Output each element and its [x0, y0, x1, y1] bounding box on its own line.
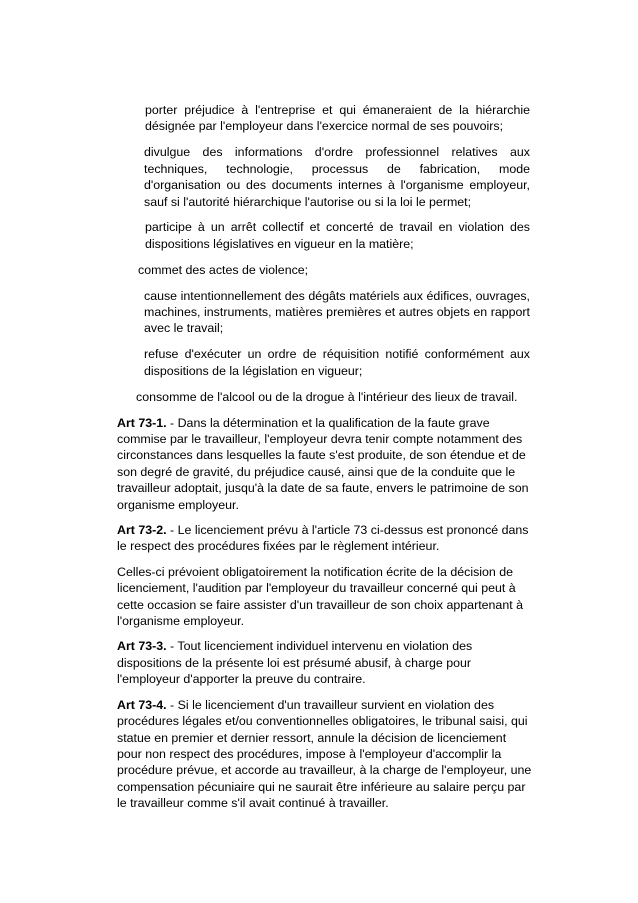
list-item-text: refuse d'exécuter un ordre de réquisition notifié conformément aux dispositions de la législation en vigueur; [144, 347, 530, 378]
article-label: Art 73-2. [117, 523, 167, 538]
article-73-4 [117, 697, 536, 812]
article-text: - Si le licenciement d'un travailleur survient en violation des procédures légales et/ou conventionnelles obligatoires, le tribunal saisi, qui statue en premier et dernier ressort, annule la décision de licenciement pour non respect des procédures, impose à l'employeur d'accomplir la procédure prévue, et accorde au travailleur, à la charge de l'employeur, une compensation pécuniaire qui ne saurait être inférieure au salaire perçu par le travailleur comme s'il avait continué à travailler. [117, 697, 532, 811]
list-item [117, 389, 536, 405]
article-73-1 [117, 415, 536, 513]
article-text: - Tout licenciement individuel intervenu en violation des dispositions de la présente loi est présumé abusif, à charge pour l'employeur d'apporter la preuve du contraire. [117, 639, 473, 687]
list-item-text: commet des actes de violence; [138, 262, 309, 277]
list-item [117, 288, 536, 337]
list-item [117, 102, 536, 135]
list-item-text: participe à un arrêt collectif et concerté de travail en violation des dispositions législatives en vigueur en la matière; [145, 220, 530, 251]
article-text: - Dans la détermination et la qualification de la faute grave commise par le travailleur, l'employeur devra tenir compte notamment des circonstances dans lesquelles la faute s'est produite, de son étendue et de son degré de gravité, du préjudice causé, ainsi que de la conduite que le travailleur adoptait, jusqu'à la date de sa faute, envers le patrimoine de son organisme employeur. [117, 415, 529, 512]
list-item-text: consomme de l'alcool ou de la drogue à l'intérieur des lieux de travail. [136, 389, 518, 404]
article-label: Art 73-3. [117, 639, 167, 654]
list-item [117, 144, 536, 210]
list-item-text: porter préjudice à l'entreprise et qui émaneraient de la hiérarchie désignée par l'employeur dans l'exercice normal de ses pouvoirs; [145, 103, 530, 134]
article-73-2-paragraph: Celles-ci prévoient obligatoirement la notification écrite de la décision de licenciement, l'audition par l'employeur du travailleur concerné qui peut à cette occasion se faire assister d'un travailleur de son choix appartenant à l'organisme employeur. [117, 564, 523, 629]
article-73-2 [117, 522, 536, 555]
list-item [117, 262, 536, 278]
article-73-3 [117, 638, 536, 687]
article-label: Art 73-4. [117, 697, 167, 712]
list-item-text: cause intentionnellement des dégâts matériels aux édifices, ouvrages, machines, instruments, matières premières et autres objets en rapport avec le travail; [144, 288, 530, 336]
list-item-text: divulgue des informations d'ordre professionnel relatives aux techniques, technologie, processus de fabrication, mode d'organisation ou des documents internes à l'organisme employeur, sauf si l'autorité hiérarchique l'autorise ou si la loi le permet; [144, 145, 530, 209]
article-text: - Le licenciement prévu à l'article 73 ci-dessus est prononcé dans le respect des procédures fixées par le règlement intérieur. [117, 523, 529, 554]
list-item [117, 219, 536, 252]
list-item [117, 346, 536, 379]
article-label: Art 73-1. [117, 415, 167, 430]
